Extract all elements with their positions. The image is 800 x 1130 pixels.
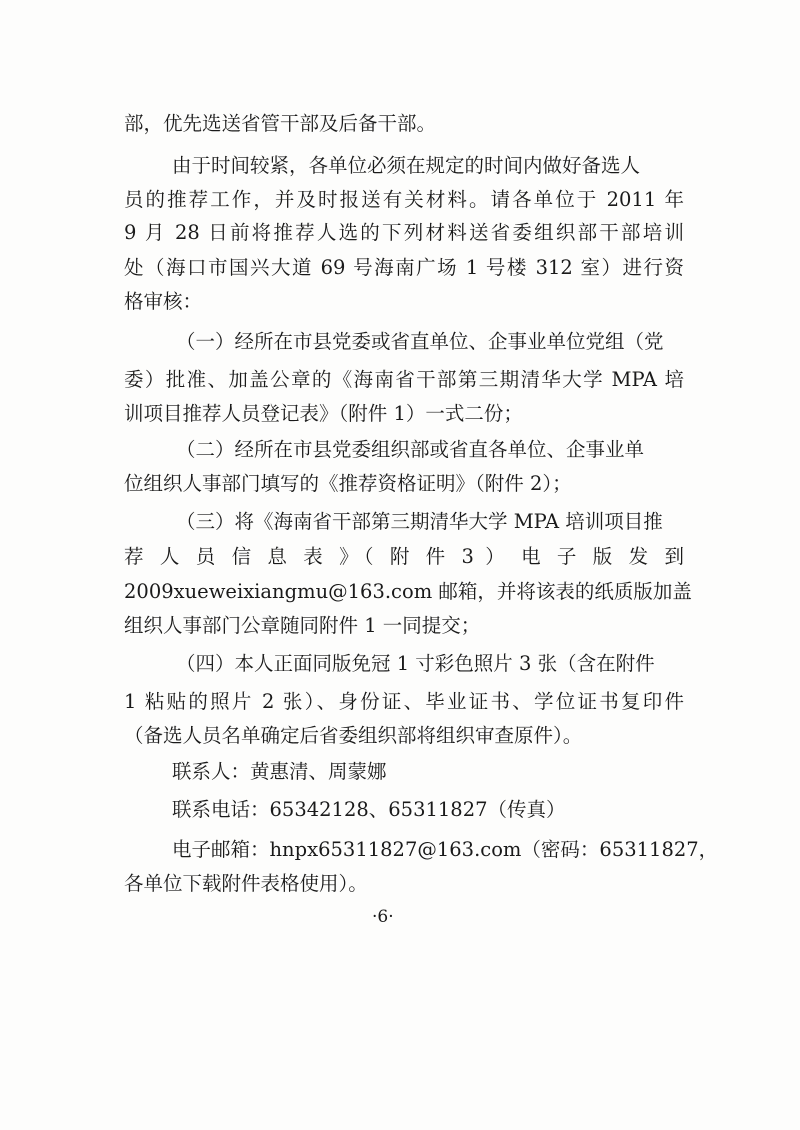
text-line-11-content: 位组织人事部门填写的《推荐资格证明》（附件 2）；: [124, 472, 572, 495]
text-line-12: [176, 508, 663, 536]
text-line-13: [124, 543, 684, 571]
text-line-17: [124, 688, 684, 716]
text-line-14: [124, 578, 692, 606]
text-line-9-content: 训项目推荐人员登记表》（附件 1）一式二份；: [124, 402, 523, 425]
text-line-14-content: 2009xueweixiangmu@163.com 邮箱，并将该表的纸质版加盖: [124, 580, 692, 603]
text-line-2: [172, 152, 640, 180]
text-line-12-content: （三）将《海南省干部第三期清华大学 MPA 培训项目推: [176, 510, 663, 533]
text-line-7-content: （一）经所在市县党委或省直单位、企事业单位党组（党: [176, 330, 664, 353]
page-number: ·6·: [372, 907, 394, 927]
text-line-10: [176, 436, 644, 464]
text-line-11: [124, 470, 572, 498]
text-line-9: [124, 400, 523, 428]
text-line-5: [124, 254, 684, 282]
text-line-8: [124, 366, 684, 394]
text-line-8-content: 委）批准、加盖公章的《海南省干部第三期清华大学 MPA 培: [124, 368, 684, 391]
text-line-21-content: 电子邮箱：hnpx65311827@163.com（密码：65311827，: [172, 838, 719, 861]
text-line-2-content: 由于时间较紧，各单位必须在规定的时间内做好备选人: [172, 154, 641, 177]
text-line-3: [124, 186, 684, 214]
text-line-10-content: （二）经所在市县党委组织部或省直各单位、企事业单: [176, 438, 645, 461]
text-line-20-content: 联系电话：65342128、65311827（传真）: [172, 798, 566, 821]
text-line-18-content: （备选人员名单确定后省委组织部将组织审查原件）。: [124, 724, 583, 747]
text-line-3-content: 员的推荐工作，并及时报送有关材料。请各单位于 2011 年: [124, 188, 684, 211]
text-line-5-content: 处（海口市国兴大道 69 号海南广场 1 号楼 312 室）进行资: [124, 256, 684, 279]
text-line-22-content: 各单位下载附件表格使用）。: [124, 872, 368, 895]
text-line-7: [176, 328, 664, 356]
text-line-16-content: （四）本人正面同版免冠 1 寸彩色照片 3 张（含在附件: [176, 652, 655, 675]
text-line-15-content: 组织人事部门公章随同附件 1 一同提交；: [124, 614, 481, 637]
text-line-20: [172, 796, 566, 824]
text-line-19-content: 联系人：黄惠清、周蒙娜: [172, 760, 387, 783]
text-line-16: [176, 650, 655, 678]
text-line-4: [124, 219, 684, 247]
text-line-4-content: 9 月 28 日前将推荐人选的下列材料送省委组织部干部培训: [124, 221, 684, 244]
text-line-22: [124, 870, 368, 898]
text-line-19: [172, 758, 387, 786]
text-line-6-content: 格审核：: [124, 290, 203, 313]
text-line-18: [124, 722, 582, 750]
text-line-1-content: 部，优先选送省管干部及后备干部。: [124, 112, 437, 135]
text-line-6: [124, 288, 202, 316]
text-line-13-content: 荐 人 员 信 息 表 》（ 附 件 3 ） 电 子 版 发 到: [124, 545, 684, 568]
text-line-1: [124, 110, 436, 138]
text-line-17-content: 1 粘贴的照片 2 张）、身份证、毕业证书、学位证书复印件: [124, 690, 684, 713]
text-line-15: [124, 612, 480, 640]
text-line-21: [172, 836, 718, 864]
